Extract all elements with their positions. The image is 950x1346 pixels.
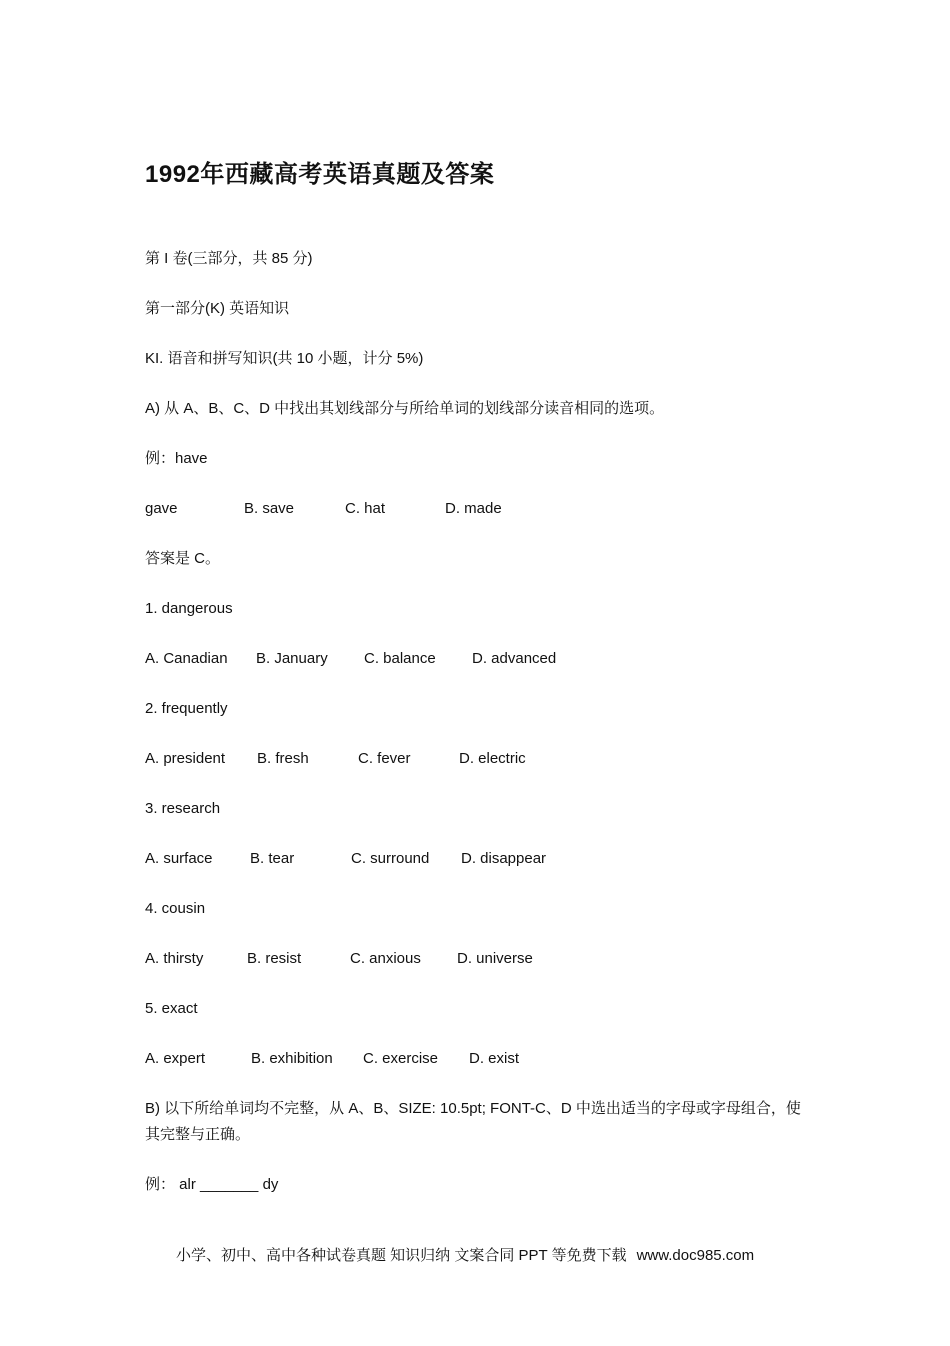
- option-a: gave: [145, 500, 178, 517]
- footer-text: 小学、初中、高中各种试卷真题 知识归纳 文案合同 PPT 等免费下载: [176, 1247, 627, 1264]
- volume-heading: 第 I 卷(三部分，共 85 分): [145, 250, 313, 267]
- option-b: B. January: [256, 650, 328, 667]
- option-c: C. anxious: [350, 950, 421, 967]
- option-a: A. surface: [145, 850, 213, 867]
- question-2-options: [145, 749, 845, 769]
- option-b: B. save: [244, 500, 295, 517]
- option-d: D. universe: [457, 950, 533, 967]
- option-c: C. surround: [351, 850, 430, 867]
- question-1: 1. dangerous: [145, 600, 233, 617]
- page-footer: [176, 1246, 754, 1266]
- option-a: A. Canadian: [145, 650, 228, 667]
- option-b: B. resist: [247, 950, 302, 967]
- option-d: D. electric: [459, 750, 526, 767]
- example-2: 例： alr _______ dy: [145, 1176, 279, 1193]
- option-c: C. fever: [358, 750, 411, 767]
- question-1-options: [145, 649, 845, 669]
- option-d: D. advanced: [472, 650, 557, 667]
- example-word: 例：have: [145, 450, 208, 467]
- option-a: A. president: [145, 750, 226, 767]
- question-4-options: [145, 949, 845, 969]
- option-b: B. exhibition: [251, 1050, 333, 1067]
- question-2: 2. frequently: [145, 700, 228, 717]
- footer-url[interactable]: www.doc985.com: [636, 1247, 755, 1264]
- part-heading: 第一部分(K) 英语知识: [145, 300, 290, 317]
- question-5: 5. exact: [145, 1000, 198, 1017]
- question-3-options: [145, 849, 845, 869]
- instruction-a: A) 从 A、B、C、D 中找出其划线部分与所给单词的划线部分读音相同的选项。: [145, 400, 665, 417]
- option-c: C. balance: [364, 650, 436, 667]
- question-3: 3. research: [145, 800, 221, 817]
- option-d: D. exist: [469, 1050, 520, 1067]
- option-a: A. expert: [145, 1050, 206, 1067]
- page-title: 1992年西藏高考英语真题及答案: [145, 161, 495, 188]
- option-d: D. made: [445, 500, 502, 517]
- option-a: A. thirsty: [145, 950, 204, 967]
- option-c: C. exercise: [363, 1050, 439, 1067]
- option-c: C. hat: [345, 500, 386, 517]
- option-b: B. fresh: [257, 750, 309, 767]
- section-heading: KI. 语音和拼写知识(共 10 小题，计分 5%): [145, 350, 424, 367]
- option-d: D. disappear: [461, 850, 547, 867]
- question-4: 4. cousin: [145, 900, 206, 917]
- question-5-options: [145, 1049, 845, 1069]
- option-b: B. tear: [250, 850, 295, 867]
- example-answer: 答案是 C。: [145, 550, 221, 567]
- example-options: [145, 499, 845, 519]
- instruction-b: B) 以下所给单词均不完整，从 A、B、SIZE: 10.5pt; FONT-C、D 中选出适当的字母或字母组合，使其完整与正确。: [145, 1100, 801, 1143]
